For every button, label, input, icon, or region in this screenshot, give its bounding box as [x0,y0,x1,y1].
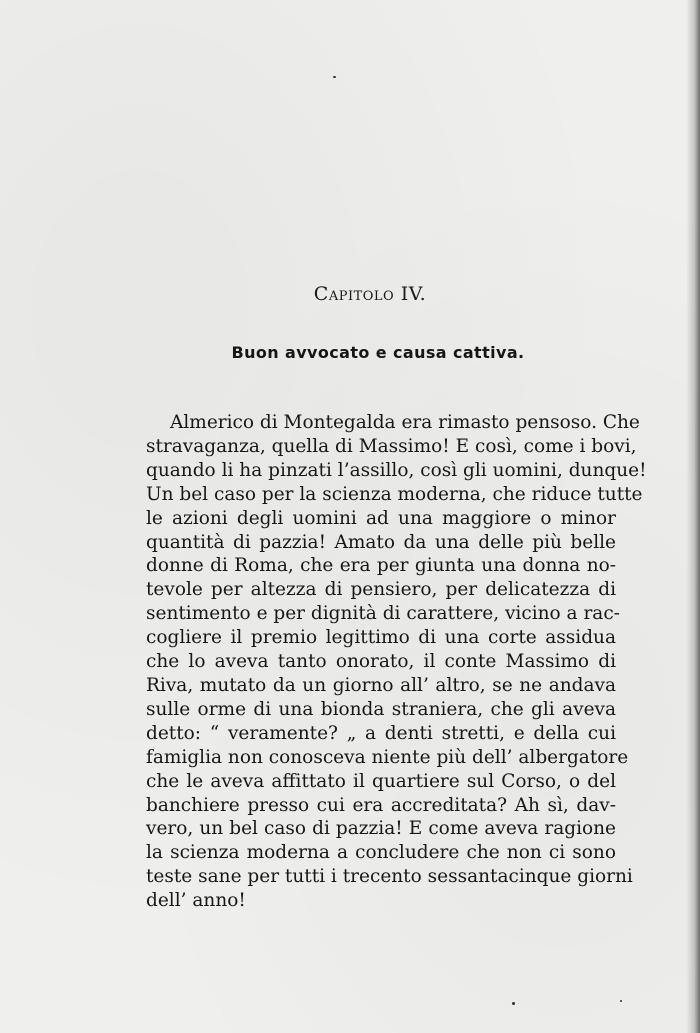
paragraph-line: che lo aveva tanto onorato, il conte Massimo di [146,651,616,673]
paragraph-line: stravaganza, quella di Massimo! E così, come i bovi, [146,435,637,457]
chapter-heading: Capitolo IV. [313,283,427,305]
paragraph-line: quantità di pazzia! Amato da una delle più belle [146,531,616,553]
paragraph-line: quando li ha pinzati l’assillo, così gli uomini, dunque! [146,459,647,481]
paragraph-line: le azioni degli uomini ad una maggiore o minor [146,507,616,529]
paragraph-line: tevole per altezza di pensiero, per delicatezza di [146,579,616,601]
paragraph-line: famiglia non conosceva niente più dell’ albergatore [146,746,629,768]
chapter-title: Buon avvocato e causa cattiva. [231,343,525,362]
paragraph-line: la scienza moderna a concludere che non ci sono [146,842,616,864]
paragraph-line: detto: “ veramente? „ a denti stretti, e della cui [146,722,616,744]
paragraph-line: banchiere presso cui era accreditata? Ah sì, dav- [146,794,616,816]
paragraph-line: Un bel caso per la scienza moderna, che riduce tutte [146,483,643,505]
paragraph-line: sentimento e per dignità di carattere, vicino a rac- [146,603,620,625]
page-edge-shadow [686,0,700,1033]
paragraph-line: Almerico di Montegalda era rimasto pensoso. Che [170,412,640,433]
paragraph-line: sulle orme di una bionda straniera, che gli aveva [146,698,616,720]
paragraph-line: che le aveva affittato il quartiere sul Corso, o del [146,770,616,792]
paragraph-line: teste sane per tutti i trecento sessantacinque giorni [146,866,633,888]
paper-speck [333,76,336,78]
paragraph-line: Riva, mutato da un giorno all’ altro, se ne andava [146,674,616,696]
paragraph-line: vero, un bel caso di pazzia! E come aveva ragione [146,818,616,840]
paper-speck [620,1000,622,1002]
paragraph-line: dell’ anno! [146,890,246,912]
paper-speck [512,1002,515,1005]
chapter-paragraph [146,411,647,913]
paragraph-line: donne di Roma, che era per giunta una donna no- [146,555,616,577]
paragraph-line: cogliere il premio legittimo di una corte assidua [146,627,616,649]
